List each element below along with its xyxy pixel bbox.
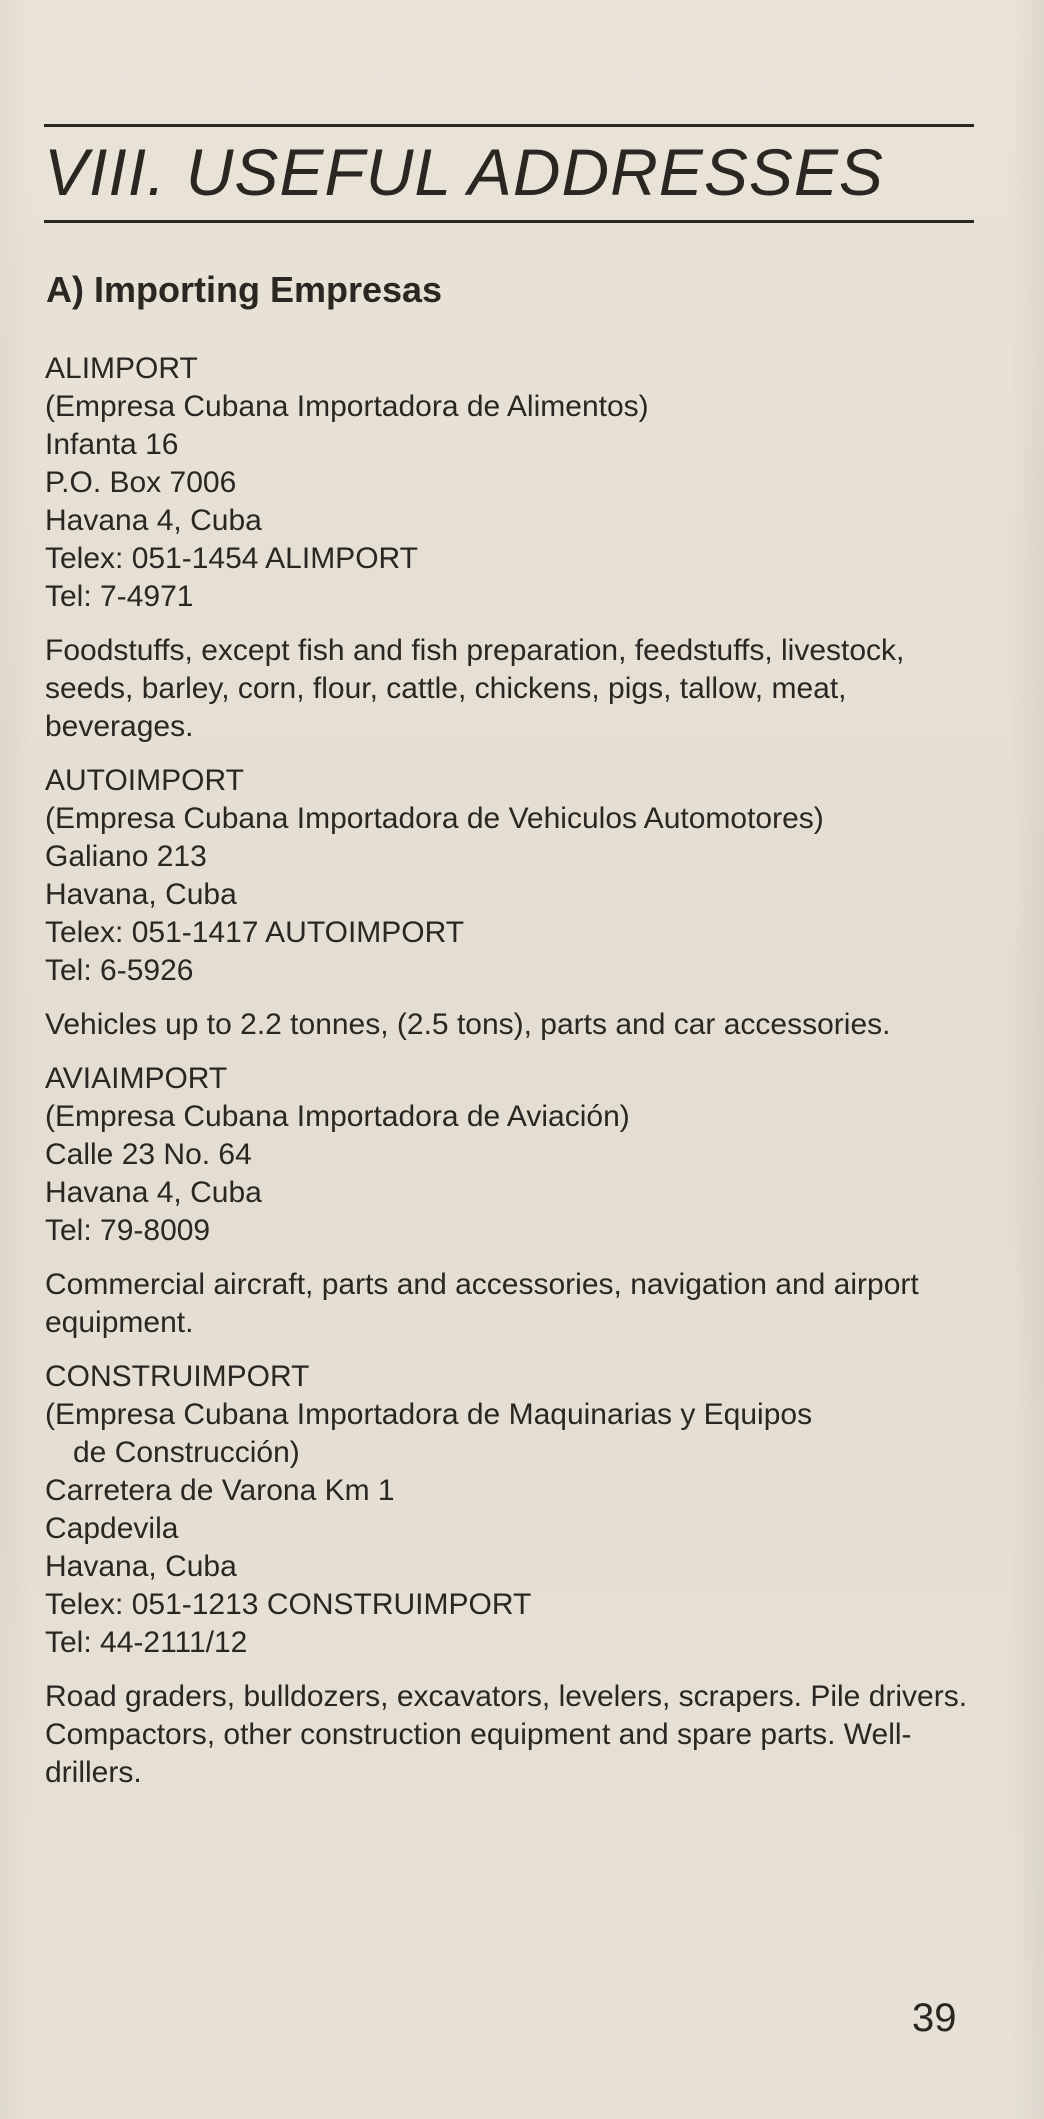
entry-telex: Telex: 051-1213 CONSTRUIMPORT xyxy=(45,1588,532,1621)
entry-telephone: Tel: 44-2111/12 xyxy=(45,1626,248,1659)
page-number: 39 xyxy=(912,1996,957,2040)
entry-full-name: (Empresa Cubana Importadora de Vehiculos Automotores) xyxy=(45,802,824,835)
entry-full-name: (Empresa Cubana Importadora de Aviación) xyxy=(45,1100,630,1133)
entry-full-name: (Empresa Cubana Importadora de Maquinarias y Equipos xyxy=(45,1398,813,1431)
entry-telephone: Tel: 79-8009 xyxy=(45,1214,211,1247)
title-top-rule xyxy=(44,124,974,127)
entry-address-line: Galiano 213 xyxy=(45,840,207,873)
entry-address-line: Havana 4, Cuba xyxy=(45,504,262,537)
entry-address-line: Calle 23 No. 64 xyxy=(45,1138,252,1171)
entry-address-line: Infanta 16 xyxy=(45,428,179,461)
address-list xyxy=(45,350,980,1808)
entry-description: Vehicles up to 2.2 tonnes, (2.5 tons), parts and car accessories. xyxy=(45,1008,891,1041)
entry-telephone: Tel: 6-5926 xyxy=(45,954,194,987)
entry-name: AVIAIMPORT xyxy=(45,1062,228,1095)
entry-description: Commercial aircraft, parts and accessories, navigation and airport equipment. xyxy=(45,1268,919,1339)
entry-telephone: Tel: 7-4971 xyxy=(45,580,194,613)
entry-full-name-continued: de Construcción) xyxy=(73,1436,300,1469)
entry-address-line: Havana 4, Cuba xyxy=(45,1176,262,1209)
address-entry-aviaimport xyxy=(45,1060,980,1342)
entry-name: AUTOIMPORT xyxy=(45,764,244,797)
entry-description: Foodstuffs, except fish and fish preparation, feedstuffs, livestock, seeds, barley, corn, flour, cattle, chickens, pigs, tallow, meat, beverages. xyxy=(45,634,905,743)
address-entry-alimport xyxy=(45,350,980,746)
entry-address-line: Carretera de Varona Km 1 xyxy=(45,1474,395,1507)
title-bottom-rule xyxy=(44,220,974,223)
entry-description: Road graders, bulldozers, excavators, levelers, scrapers. Pile drivers. Compactors, other construction equipment and spare parts. Well-drillers. xyxy=(45,1680,968,1789)
entry-address-line: Havana, Cuba xyxy=(45,878,237,911)
entry-address-line: Capdevila xyxy=(45,1512,179,1545)
entry-name: CONSTRUIMPORT xyxy=(45,1360,310,1393)
entry-telex: Telex: 051-1417 AUTOIMPORT xyxy=(45,916,465,949)
entry-name: ALIMPORT xyxy=(45,352,198,385)
address-entry-construimport xyxy=(45,1358,980,1792)
section-heading: A) Importing Empresas xyxy=(46,269,443,310)
chapter-title: VIII. USEFUL ADDRESSES xyxy=(44,135,884,209)
entry-full-name: (Empresa Cubana Importadora de Alimentos) xyxy=(45,390,649,423)
address-entry-autoimport xyxy=(45,762,980,1044)
entry-address-line: P.O. Box 7006 xyxy=(45,466,237,499)
entry-address-line: Havana, Cuba xyxy=(45,1550,237,1583)
entry-telex: Telex: 051-1454 ALIMPORT xyxy=(45,542,418,575)
